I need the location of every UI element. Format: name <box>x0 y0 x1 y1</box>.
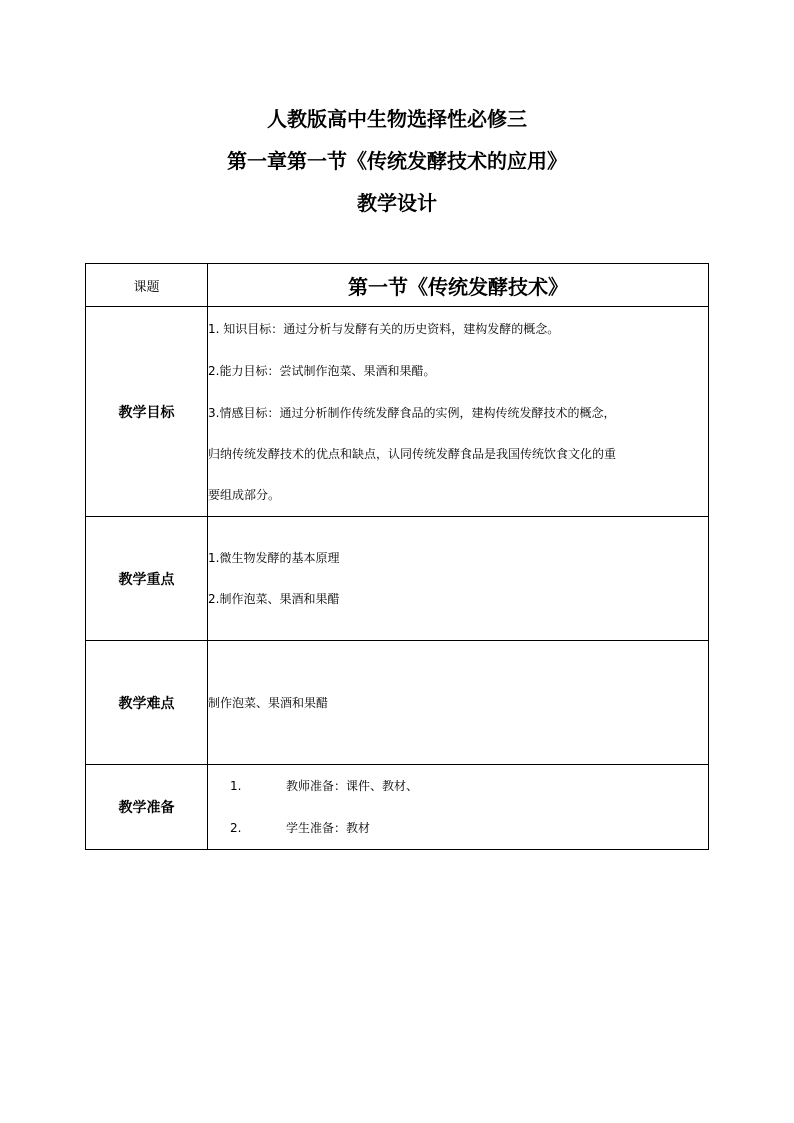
document-heading: 教学设计 <box>357 191 437 215</box>
key-points-content <box>208 517 709 641</box>
lesson-plan-table <box>85 263 709 850</box>
table-row-topic <box>86 264 709 307</box>
key-point-item-1: 1.微生物发酵的基本原理 <box>208 551 340 565</box>
table-row-key-points <box>86 517 709 641</box>
table-row-preparation <box>86 765 709 850</box>
goal-item-knowledge: 1. 知识目标：通过分析与发酵有关的历史资料，建构发酵的概念。 <box>208 321 560 336</box>
key-point-item-2: 2.制作泡菜、果酒和果醋 <box>208 592 340 606</box>
preparation-item-number: 1. <box>230 779 242 793</box>
document-subtitle: 第一章第一节《传统发酵技术的应用》 <box>227 149 567 173</box>
topic-label: 课题 <box>86 264 208 307</box>
goal-item-emotion-line3: 要组成部分。 <box>208 487 281 502</box>
goals-content <box>208 307 709 517</box>
goal-item-ability: 2.能力目标：尝试制作泡菜、果酒和果醋。 <box>208 363 436 378</box>
preparation-content <box>208 765 709 850</box>
preparation-item-number: 2. <box>230 821 242 835</box>
difficulties-content <box>208 641 709 765</box>
goals-label: 教学目标 <box>86 307 208 517</box>
goal-item-emotion-line2: 归纳传统发酵技术的优点和缺点，认同传统发酵食品是我国传统饮食文化的重 <box>208 446 617 461</box>
preparation-label: 教学准备 <box>86 765 208 850</box>
preparation-item-student <box>208 818 708 838</box>
key-points-label: 教学重点 <box>86 517 208 641</box>
difficulties-label: 教学难点 <box>86 641 208 765</box>
preparation-item-teacher <box>208 776 708 796</box>
preparation-item-text: 学生准备：教材 <box>286 821 371 835</box>
topic-value: 第一节《传统发酵技术》 <box>208 264 709 307</box>
goal-item-emotion-line1: 3.情感目标：通过分析制作传统发酵食品的实例，建构传统发酵技术的概念， <box>208 405 616 420</box>
table-row-difficulties <box>86 641 709 765</box>
preparation-item-text: 教师准备：课件、教材、 <box>286 779 419 793</box>
difficulty-item-1: 制作泡菜、果酒和果醋 <box>208 695 329 710</box>
table-row-goals <box>86 307 709 517</box>
document-title: 人教版高中生物选择性必修三 <box>267 107 527 131</box>
